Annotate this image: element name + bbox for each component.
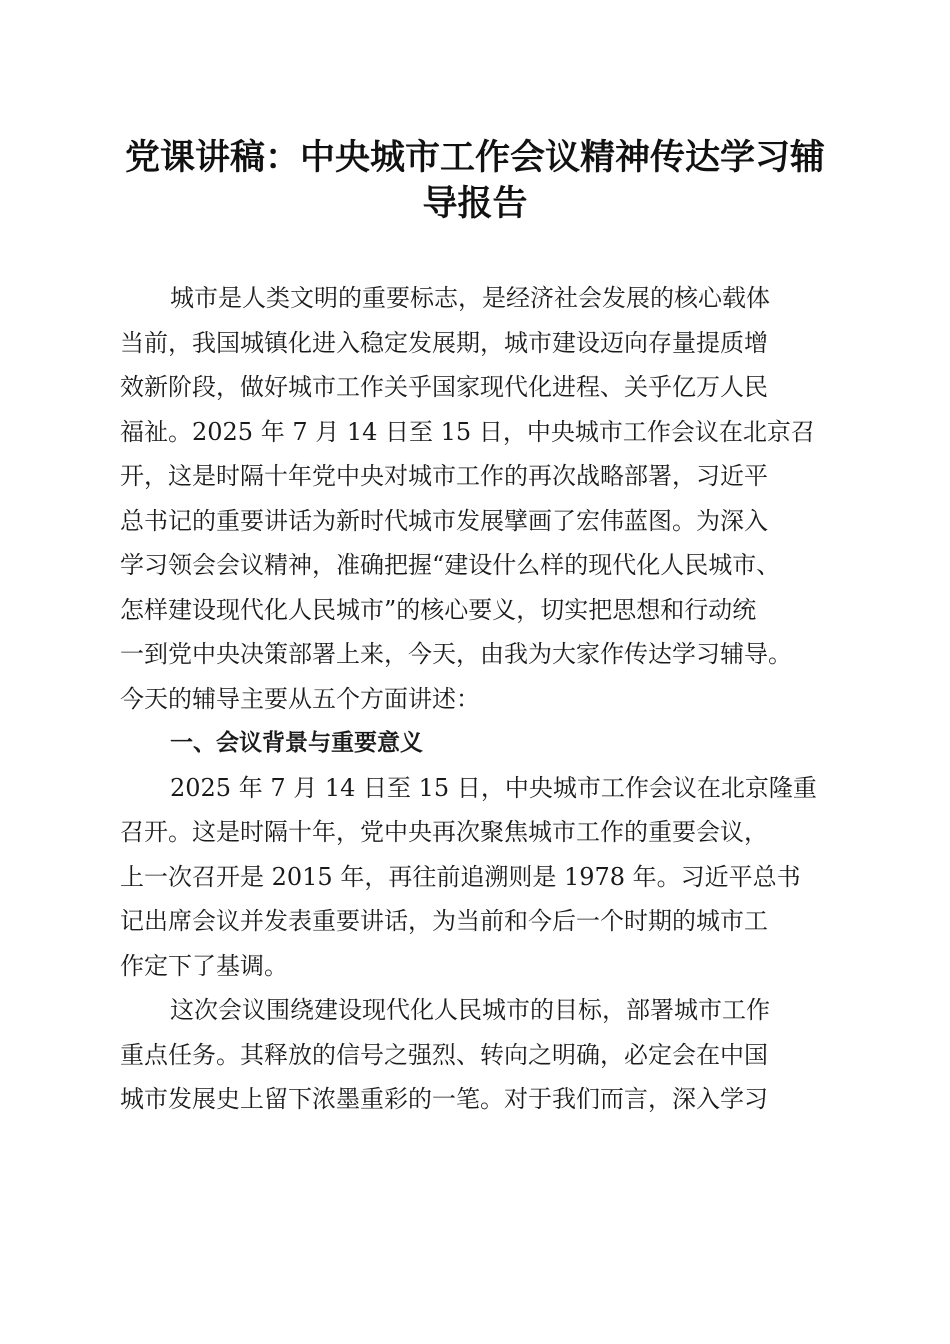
- paragraph-2-line: 记出席会议并发表重要讲话，为当前和今后一个时期的城市工: [120, 907, 768, 935]
- title-line-2: 导报告: [422, 183, 528, 224]
- paragraph-2-line: 作定下了基调。: [120, 951, 288, 980]
- paragraph-1-line: 学习领会会议精神，准确把握“建设什么样的现代化人民城市、: [120, 551, 781, 579]
- paragraph-2-line: 2025 年 7 月 14 日至 15 日，中央城市工作会议在北京隆重: [170, 773, 817, 802]
- paragraph-1-line: 一到党中央决策部署上来，今天，由我为大家作传达学习辅导。: [120, 640, 792, 668]
- paragraph-1-line: 城市是人类文明的重要标志，是经济社会发展的核心载体: [170, 284, 770, 312]
- paragraph-3-line: 这次会议围绕建设现代化人民城市的目标，部署城市工作: [170, 996, 770, 1024]
- section-heading-1: 一、会议背景与重要意义: [170, 730, 423, 756]
- paragraph-1-line: 怎样建设现代化人民城市”的核心要义，切实把思想和行动统: [120, 595, 757, 624]
- paragraph-2-line: 上一次召开是 2015 年，再往前追溯则是 1978 年。习近平总书: [120, 862, 801, 891]
- paragraph-3-line: 重点任务。其释放的信号之强烈、转向之明确，必定会在中国: [120, 1040, 768, 1069]
- paragraph-1-line: 效新阶段，做好城市工作关乎国家现代化进程、关乎亿万人民: [120, 373, 768, 401]
- paragraph-1-line: 福祉。2025 年 7 月 14 日至 15 日，中央城市工作会议在北京召: [120, 417, 815, 446]
- paragraph-2-line: 召开。这是时隔十年，党中央再次聚焦城市工作的重要会议，: [120, 818, 768, 846]
- document-body: [120, 276, 832, 1122]
- paragraph-1-line: 当前，我国城镇化进入稳定发展期，城市建设迈向存量提质增: [120, 328, 768, 357]
- document-title: [110, 135, 840, 227]
- paragraph-3-line: 城市发展史上留下浓墨重彩的一笔。对于我们而言，深入学习: [120, 1085, 768, 1113]
- paragraph-1-line: 总书记的重要讲话为新时代城市发展擘画了宏伟蓝图。为深入: [120, 506, 768, 535]
- paragraph-1-line: 开，这是时隔十年党中央对城市工作的再次战略部署，习近平: [120, 462, 768, 490]
- paragraph-1-line: 今天的辅导主要从五个方面讲述：: [120, 684, 480, 713]
- title-line-1: 党课讲稿：中央城市工作会议精神传达学习辅: [124, 137, 825, 178]
